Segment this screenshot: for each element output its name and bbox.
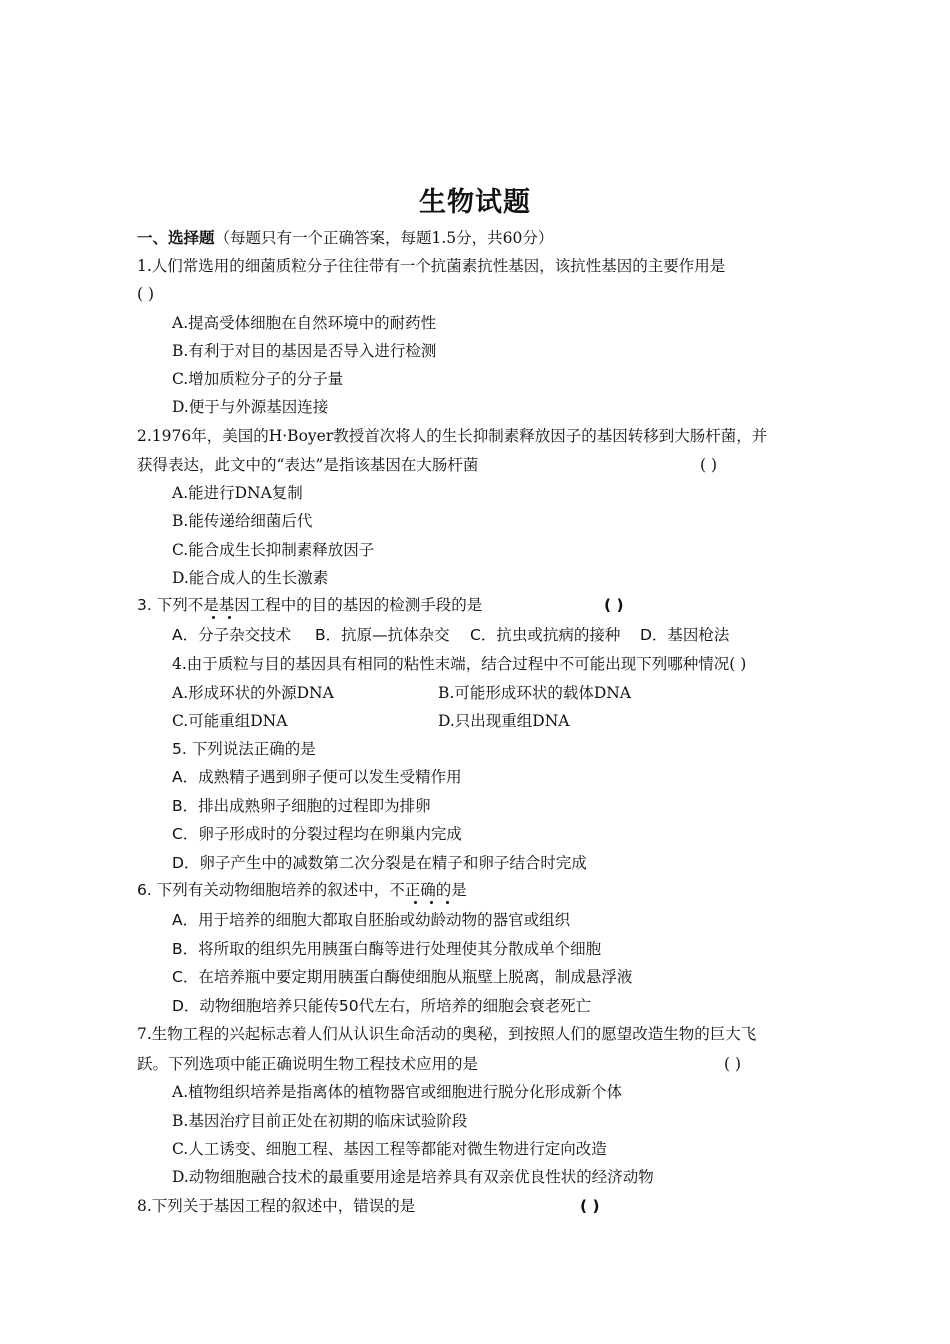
q3-option-d: D．基因枪法 bbox=[640, 626, 730, 644]
q2-option-d: D.能合成人的生长激素 bbox=[172, 569, 329, 587]
q5-option-b: B．排出成熟卵子细胞的过程即为排卵 bbox=[172, 797, 431, 815]
q2-stem-line1: 2.1976年，美国的H·Boyer教授首次将人的生长抑制素释放因子的基因转移到大肠杆菌，并 bbox=[137, 427, 768, 445]
emphasis-dot bbox=[430, 901, 433, 904]
q2-option-a: A.能进行DNA复制 bbox=[172, 484, 303, 502]
q5-option-a: A．成熟精子遇到卵子便可以发生受精作用 bbox=[172, 768, 462, 786]
q7-option-c: C.人工诱变、细胞工程、基因工程等都能对微生物进行定向改造 bbox=[172, 1140, 607, 1158]
emphasis-dot bbox=[212, 616, 215, 619]
q6-option-a: A．用于培养的细胞大都取自胚胎或幼龄动物的器官或组织 bbox=[172, 911, 571, 929]
q3-option-c: C．抗虫或抗病的接种 bbox=[470, 626, 621, 644]
emphasis-dot bbox=[228, 616, 231, 619]
q4-option-c: C.可能重组DNA bbox=[172, 712, 288, 730]
q2-stem-line2: 获得表达，此文中的“表达”是指该基因在大肠杆菌 bbox=[137, 456, 479, 474]
emphasis-dot bbox=[446, 901, 449, 904]
q2-option-b: B.能传递给细菌后代 bbox=[172, 512, 313, 530]
q7-stem-line1: 7.生物工程的兴起标志着人们从认识生命活动的奥秘，到按照人们的愿望改造生物的巨大飞 bbox=[137, 1025, 757, 1043]
q1-option-d: D.便于与外源基因连接 bbox=[172, 398, 329, 416]
q6-option-d: D．动物细胞培养只能传50代左右，所培养的细胞会衰老死亡 bbox=[172, 997, 592, 1015]
q1-stem-line1: 1.人们常选用的细菌质粒分子往往带有一个抗菌素抗性基因，该抗性基因的主要作用是 bbox=[137, 257, 726, 275]
q8-stem: 8.下列关于基因工程的叙述中，错误的是 bbox=[137, 1197, 416, 1215]
q3-option-b: B．抗原—抗体杂交 bbox=[315, 626, 450, 644]
section-heading: 一、选择题 bbox=[137, 229, 215, 247]
emphasis-dot bbox=[414, 901, 417, 904]
section-header bbox=[137, 228, 553, 248]
q4-stem: 4.由于质粒与目的基因具有相同的粘性末端，结合过程中不可能出现下列哪种情况( ) bbox=[172, 655, 747, 673]
q6-option-b: B．将所取的组织先用胰蛋白酶等进行处理使其分散成单个细胞 bbox=[172, 940, 602, 958]
q3-answer-blank: ( ) bbox=[604, 596, 624, 614]
section-note: （每题只有一个正确答案，每题1.5分，共60分） bbox=[214, 229, 554, 247]
q6-stem: 6. 下列有关动物细胞培养的叙述中，不正确的是 bbox=[137, 881, 467, 899]
q5-stem: 5. 下列说法正确的是 bbox=[172, 740, 316, 758]
q6-option-c: C．在培养瓶中要定期用胰蛋白酶使细胞从瓶壁上脱离，制成悬浮液 bbox=[172, 968, 633, 986]
q7-answer-blank: ( ) bbox=[724, 1055, 742, 1073]
q5-option-d: D．卵子产生中的减数第二次分裂是在精子和卵子结合时完成 bbox=[172, 854, 587, 872]
page-title: 生物试题 bbox=[419, 187, 531, 218]
q1-option-b: B.有利于对目的基因是否导入进行检测 bbox=[172, 342, 437, 360]
q1-option-c: C.增加质粒分子的分子量 bbox=[172, 370, 344, 388]
q3-stem: 3. 下列不是基因工程中的目的基因的检测手段的是 bbox=[137, 596, 483, 614]
q2-option-c: C.能合成生长抑制素释放因子 bbox=[172, 541, 375, 559]
q4-option-d: D.只出现重组DNA bbox=[438, 712, 570, 730]
q2-answer-blank: ( ) bbox=[700, 456, 718, 474]
q5-option-c: C．卵子形成时的分裂过程均在卵巢内完成 bbox=[172, 825, 462, 843]
q4-option-b: B.可能形成环状的载体DNA bbox=[438, 684, 632, 702]
q7-option-d: D.动物细胞融合技术的最重要用途是培养具有双亲优良性状的经济动物 bbox=[172, 1168, 654, 1186]
q1-stem-line2: ( ) bbox=[137, 285, 155, 303]
q4-option-a: A.形成环状的外源DNA bbox=[172, 684, 334, 702]
q1-option-a: A.提高受体细胞在自然环境中的耐药性 bbox=[172, 314, 437, 332]
q3-option-a: A．分子杂交技术 bbox=[172, 626, 292, 644]
q8-answer-blank: ( ) bbox=[580, 1197, 600, 1215]
q7-option-a: A.植物组织培养是指离体的植物器官或细胞进行脱分化形成新个体 bbox=[172, 1083, 623, 1101]
q7-stem-line2: 跃。下列选项中能正确说明生物工程技术应用的是 bbox=[137, 1055, 479, 1073]
q7-option-b: B.基因治疗目前正处在初期的临床试验阶段 bbox=[172, 1112, 468, 1130]
